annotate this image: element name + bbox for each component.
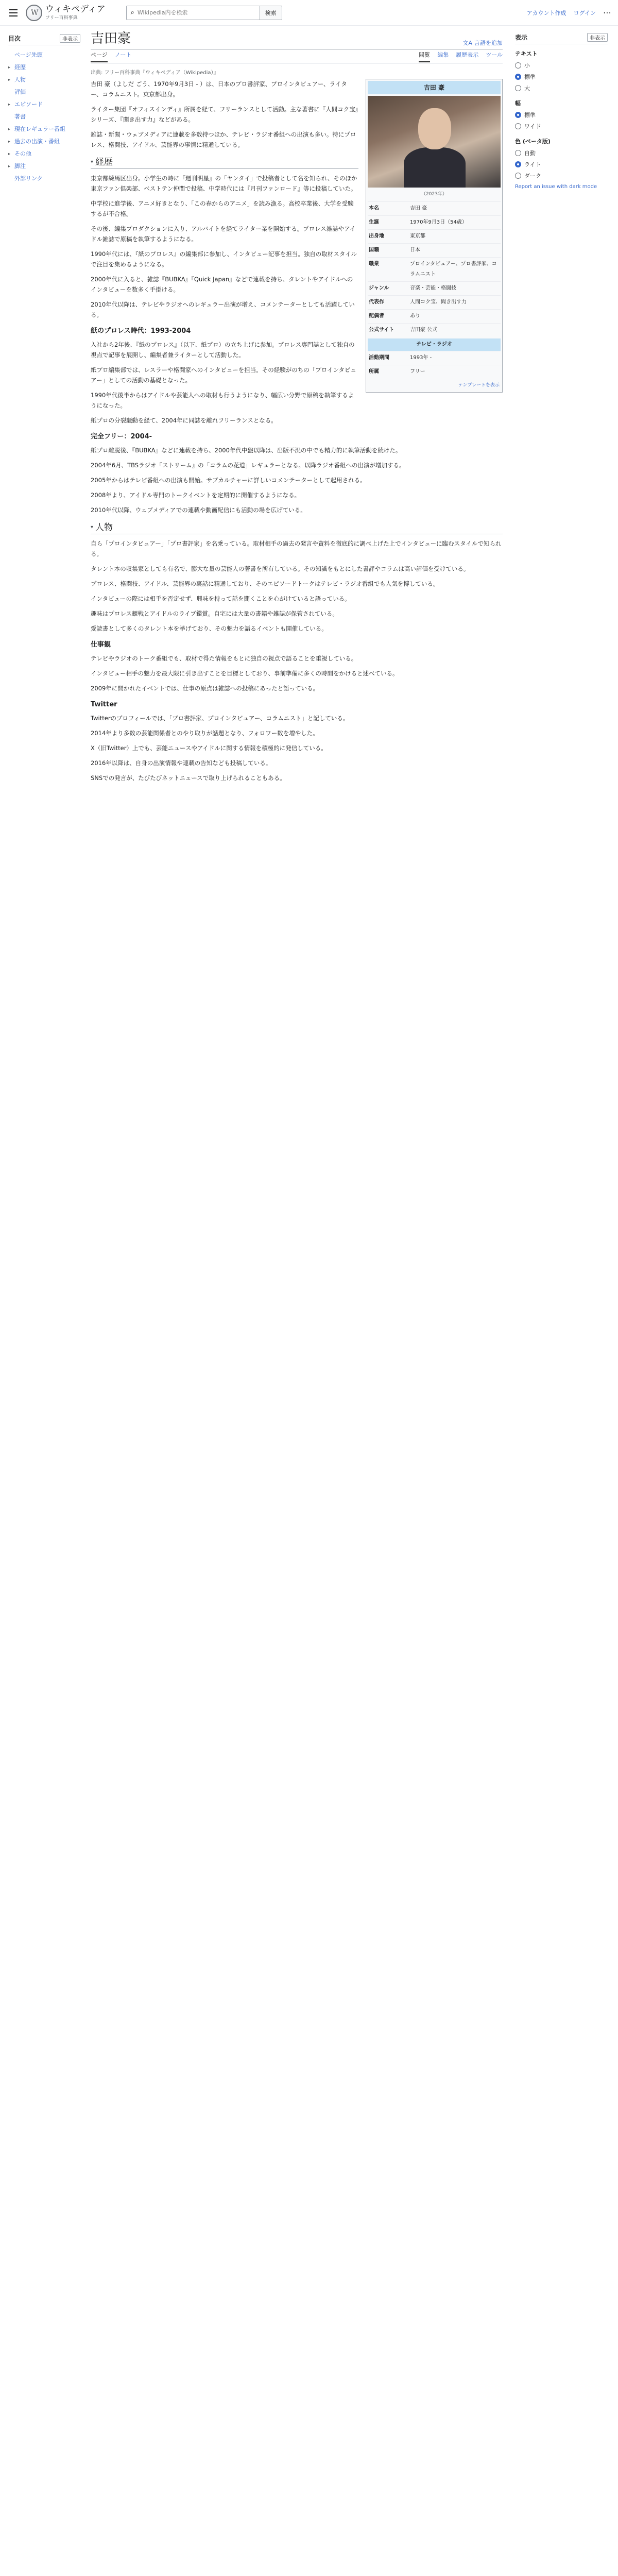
paragraph-career: その後、編集プロダクションに入り、アルバイトを経てライター業を開始する。プロレス雑誌やアイドル雑誌で原稿を執筆するようになる。 — [91, 225, 356, 243]
add-languages-label: 言語を追加 — [474, 40, 503, 46]
paragraph-lead: ライター集団『オフィスインディ』所属を経て、フリーランスとして活動。主な著書に『人間コク宝』シリーズ、『聞き出す力』などがある。 — [91, 106, 358, 123]
section-career-heading: 経歴 — [95, 157, 113, 167]
paragraph-career: 中学校に進学後、アニメ好きとなり、「この春からのアニメ」を読み漁る。高校卒業後、大学を受験するが不合格。 — [91, 200, 354, 217]
paragraph-lead: 雑誌・新聞・ウェブメディアに連載を多数持つほか、テレビ・ラジオ番組への出演も多い。特にプロレス、格闘技、アイドル、芸能界の事情に精通している。 — [91, 131, 356, 148]
paragraph-work: インタビュー相手の魅力を最大限に引き出すことを目標としており、事前準備に多くの時間をかけると述べている。 — [91, 670, 399, 677]
infobox-row — [368, 309, 501, 323]
paragraph-sub1: 紙プロ編集部では、レスラーや格闘家へのインタビューを担当。その経験がのちの「プロインタビュアー」としての活動の基礎となった。 — [91, 366, 356, 384]
paragraph-person: プロレス、格闘技、アイドル、芸能界の裏話に精通しており、そのエピソードトークはテレビ・ラジオ番組でも人気を博している。 — [91, 580, 439, 587]
toc-item-label[interactable]: 現在レギュラー番組 — [14, 126, 65, 132]
paragraph-sub1: 紙プロの分裂騒動を経て、2004年に同誌を離れフリーランスとなる。 — [91, 417, 277, 424]
radio-label: 標準 — [524, 74, 536, 80]
infobox-row — [368, 281, 501, 295]
infobox-value: フリー — [410, 369, 425, 375]
search-icon: ⌕ — [130, 9, 134, 16]
infobox-value: プロインタビュアー、プロ書評家、コラムニスト — [410, 261, 497, 277]
tab-tabs_left-1[interactable]: ノート — [114, 52, 132, 58]
search-field[interactable] — [126, 6, 260, 20]
infobox-key: 生誕 — [369, 219, 379, 225]
infobox-key: 国籍 — [369, 247, 379, 253]
paragraph-twitter: SNSでの発言が、たびたびネットニュースで取り上げられることもある。 — [91, 774, 286, 782]
toc-item[interactable] — [8, 48, 80, 61]
paragraph-career: 2000年代に入ると、雑誌『BUBKA』『Quick Japan』などで連載を持ち、タレントやアイドルへのインタビューを数多く手掛ける。 — [91, 276, 353, 293]
paragraph-work: テレビやラジオのトーク番組でも、取材で得た情報をもとに独自の視点で語ることを重視している。 — [91, 655, 357, 662]
paragraph-twitter: 2016年以降は、自身の出演情報や連載の告知なども投稿している。 — [91, 759, 272, 767]
main-menu-icon[interactable] — [6, 6, 21, 20]
infobox-value: 人間コク宝、聞き出す力 — [410, 299, 467, 305]
infobox-row — [368, 323, 501, 337]
toc-item[interactable] — [8, 160, 80, 172]
expand-chevron-icon[interactable]: ▸ — [8, 126, 11, 131]
expand-chevron-icon[interactable]: ▸ — [8, 64, 11, 70]
toc-item[interactable] — [8, 135, 80, 147]
radio-width_options-1[interactable] — [515, 121, 608, 132]
tab-tabs_right-3[interactable]: ツール — [486, 52, 503, 58]
infobox-section-header: テレビ・ラジオ — [368, 338, 501, 351]
infobox-value: 吉田豪 公式 — [410, 327, 438, 333]
paragraph-person: タレント本の収集家としても有名で、膨大な量の芸能人の著書を所有している。その知識をもとにした書評やコラムは高い評価を受けている。 — [91, 565, 470, 572]
radio-color_options-0[interactable] — [515, 147, 608, 159]
tab-tabs_right-2[interactable]: 履歴表示 — [456, 52, 479, 58]
site-header — [0, 0, 618, 26]
paragraph-twitter: X（旧Twitter）上でも、芸能ニュースやアイドルに関する情報を積極的に発信している。 — [91, 744, 327, 752]
infobox-row — [368, 201, 501, 215]
infobox-row — [368, 365, 501, 379]
subsection-kamipro: 紙のプロレス時代：1993-2004 — [91, 327, 191, 335]
toc-item-label[interactable]: ページ先頭 — [14, 52, 43, 58]
toc-item-label[interactable]: 脚注 — [14, 163, 26, 170]
infobox-key: 公式サイト — [369, 327, 394, 333]
paragraph-person: 趣味はプロレス観戦とアイドルのライブ鑑賞。自宅には大量の書籍や雑誌が保管されている。 — [91, 610, 338, 617]
radio-button-icon[interactable] — [515, 161, 521, 167]
add-languages-button[interactable] — [462, 39, 503, 47]
toc-item[interactable] — [8, 147, 80, 160]
toc-item-label[interactable]: 評価 — [14, 89, 26, 95]
paragraph-career: 2010年代以降は、テレビやラジオへのレギュラー出演が増え、コメンテーターとしても活躍している。 — [91, 301, 355, 318]
radio-label: ワイド — [524, 123, 541, 130]
expand-chevron-icon[interactable]: ▸ — [8, 77, 11, 82]
tab-tabs_right-0[interactable]: 閲覧 — [419, 50, 430, 62]
tab-tabs_left-0[interactable]: ページ — [91, 50, 108, 62]
create-account-link[interactable]: アカウント作成 — [526, 9, 566, 16]
radio-button-icon[interactable] — [515, 173, 521, 179]
infobox-key: 活動期間 — [369, 355, 389, 361]
toc-hide-button[interactable]: 非表示 — [60, 34, 80, 43]
infobox — [366, 79, 503, 393]
paragraph-sub2: 2004年6月、TBSラジオ『ストリーム』の「コラムの花道」レギュラーとなる。以降ラジオ番組への出演が増加する。 — [91, 462, 405, 469]
appearance-hide-button[interactable]: 非表示 — [587, 33, 608, 42]
infobox-row — [368, 229, 501, 243]
appearance-title: 表示 — [515, 34, 528, 41]
radio-button-icon[interactable] — [515, 74, 521, 80]
paragraph-work: 2009年に開かれたイベントでは、仕事の原点は雑誌への投稿にあったと語っている。 — [91, 685, 319, 692]
infobox-title: 吉田 豪 — [368, 81, 501, 94]
collapse-chevron-icon[interactable]: ▾ — [91, 524, 94, 530]
main-content — [91, 28, 503, 788]
table-of-contents — [8, 34, 80, 184]
paragraph-person: インタビューの際には相手を否定せず、興味を持って話を聞くことを心がけていると語っている。 — [91, 595, 351, 602]
toc-title: 目次 — [8, 35, 21, 42]
infobox-key: 本名 — [369, 206, 379, 211]
logo-title: ウィキペディア — [45, 4, 106, 14]
paragraph-person: 自ら「プロインタビュアー」「プロ書評家」を名乗っている。取材相手の過去の発言や資料を徹底的に調べ上げた上でインタビューに臨むスタイルで知られる。 — [91, 540, 502, 557]
radio-button-icon[interactable] — [515, 123, 521, 129]
toc-item[interactable] — [8, 98, 80, 110]
infobox-value: 吉田 豪 — [410, 206, 427, 211]
infobox-value: 音楽・芸能・格闘技 — [410, 285, 456, 291]
toc-item[interactable] — [8, 86, 80, 98]
logo-subtitle: フリー百科事典 — [45, 15, 78, 21]
paragraph-sub1: 入社から2年後、『紙のプロレス』（以下、紙プロ）の立ち上げに参加。プロレス専門誌として独自の視点で記事を展開し、編集者兼ライターとして活動した。 — [91, 341, 355, 359]
toc-item[interactable] — [8, 123, 80, 135]
infobox-row — [368, 243, 501, 257]
radio-label: 標準 — [524, 112, 536, 118]
infobox-row — [368, 295, 501, 309]
infobox-caption: （2023年） — [421, 192, 447, 197]
radio-label: ダーク — [524, 173, 541, 179]
radio-label: 自動 — [524, 150, 536, 157]
search-button[interactable]: 検索 — [260, 6, 282, 20]
search-form — [126, 6, 282, 20]
subsection-twitter: Twitter — [91, 701, 117, 708]
infobox-key: 出身地 — [369, 233, 384, 239]
paragraph-career: 東京都練馬区出身。小学生の時に『週刊明星』の「ヤンタイ」で投稿者として名を知られ、そのほか東京ファン倶楽部、ベストテン仲間で投稿、中学時代には『月刊ファンロード』等に投稿していた。 — [91, 175, 357, 192]
dark-mode-report-link[interactable]: Report an issue with dark mode — [515, 184, 597, 190]
login-link[interactable]: ログイン — [573, 9, 596, 16]
article-body — [91, 79, 503, 783]
infobox-row — [368, 215, 501, 229]
width-label: 幅 — [515, 100, 521, 107]
page-title: 吉田豪 — [91, 31, 131, 46]
search-input[interactable] — [138, 9, 255, 16]
infobox-template-link[interactable]: テンプレートを表示 — [458, 383, 500, 388]
infobox-value: 1970年9月3日（54歳） — [410, 219, 467, 225]
toc-item-label[interactable]: その他 — [14, 150, 31, 157]
infobox-value: あり — [410, 313, 420, 319]
section-career — [91, 157, 358, 169]
page-tabs — [91, 49, 503, 64]
expand-chevron-icon[interactable]: ▸ — [8, 151, 11, 156]
toc-item[interactable] — [8, 110, 80, 123]
appearance-panel — [515, 33, 608, 191]
radio-color_options-1[interactable] — [515, 159, 608, 170]
paragraph-lead: 吉田 豪（よしだ ごう、1970年9月3日 - ）は、日本のプロ書評家、プロインタビュアー、ライター、コラムニスト。東京都出身。 — [91, 80, 347, 98]
toc-item-label[interactable]: 著書 — [14, 113, 26, 120]
infobox-value: 東京都 — [410, 233, 425, 239]
section-person-heading: 人物 — [95, 522, 113, 533]
radio-label: 大 — [524, 85, 530, 92]
radio-text_options-0[interactable] — [515, 60, 608, 71]
infobox-photo[interactable] — [368, 96, 501, 188]
radio-color_options-2[interactable] — [515, 170, 608, 181]
infobox-key: ジャンル — [369, 285, 389, 291]
more-options-icon[interactable]: ⋯ — [603, 8, 612, 18]
toc-item-label[interactable]: 経歴 — [14, 64, 26, 71]
radio-button-icon[interactable] — [515, 150, 521, 156]
source-note: 出典: フリー百科事典『ウィキペディア（Wikipedia）』 — [91, 70, 219, 76]
color-label: 色 (ベータ版) — [515, 138, 551, 145]
toc-item[interactable] — [8, 61, 80, 73]
translate-icon: 文A — [462, 40, 472, 46]
text-size-label: テキスト — [515, 50, 538, 57]
expand-chevron-icon[interactable]: ▸ — [8, 139, 11, 144]
radio-label: 小 — [524, 62, 530, 69]
radio-label: ライト — [524, 161, 541, 168]
section-person — [91, 522, 503, 534]
radio-text_options-1[interactable] — [515, 71, 608, 82]
collapse-chevron-icon[interactable]: ▾ — [91, 159, 94, 165]
infobox-key: 配偶者 — [369, 313, 384, 319]
radio-button-icon[interactable] — [515, 62, 521, 69]
toc-item[interactable] — [8, 172, 80, 184]
paragraph-career: 1990年代には、『紙のプロレス』の編集部に参加し、インタビュー記事を担当。独自の取材スタイルで注目を集めるようになる。 — [91, 250, 357, 268]
expand-chevron-icon[interactable]: ▸ — [8, 163, 11, 168]
paragraph-sub2: 紙プロ離脱後、『BUBKA』などに連載を持ち、2000年代中盤以降は、出版不況の中でも精力的に執筆活動を続けた。 — [91, 447, 402, 454]
toc-item-label[interactable]: 外部リンク — [14, 175, 43, 182]
subsection-work: 仕事観 — [91, 641, 111, 649]
toc-item-label[interactable]: 人物 — [14, 76, 26, 83]
infobox-key: 所属 — [369, 369, 379, 375]
paragraph-person: 愛読書として多くのタレント本を挙げており、その魅力を語るイベントも開催している。 — [91, 625, 328, 632]
infobox-row — [368, 257, 501, 281]
toc-item-label[interactable]: 過去の出演・番組 — [14, 138, 60, 145]
infobox-key: 職業 — [369, 261, 379, 267]
infobox-value: 1993年 - — [410, 355, 432, 361]
radio-width_options-0[interactable] — [515, 109, 608, 121]
paragraph-sub2: 2005年からはテレビ番組への出演も開始。サブカルチャーに詳しいコメンテーターとして起用される。 — [91, 477, 366, 484]
toc-item-label[interactable]: エピソード — [14, 101, 43, 108]
infobox-row — [368, 351, 501, 365]
paragraph-twitter: Twitterのプロフィールでは、「プロ書評家、プロインタビュアー、コラムニスト」と記している。 — [91, 715, 349, 722]
subsection-freelance: 完全フリー：2004- — [91, 433, 152, 440]
expand-chevron-icon[interactable]: ▸ — [8, 101, 11, 107]
infobox-value: 日本 — [410, 247, 420, 253]
radio-button-icon[interactable] — [515, 85, 521, 91]
infobox-key: 代表作 — [369, 299, 384, 305]
toc-item[interactable] — [8, 73, 80, 86]
radio-button-icon[interactable] — [515, 112, 521, 118]
wikipedia-globe-icon — [26, 5, 42, 21]
site-logo[interactable] — [26, 5, 106, 21]
paragraph-sub1: 1990年代後半からはアイドルや芸能人への取材も行うようになり、幅広い分野で原稿を執筆するようになった。 — [91, 392, 354, 409]
paragraph-twitter: 2014年より多数の芸能関係者とのやり取りが話題となり、フォロワー数を増やした。 — [91, 730, 319, 737]
radio-text_options-2[interactable] — [515, 82, 608, 94]
tab-tabs_right-1[interactable]: 編集 — [437, 52, 449, 58]
paragraph-sub2: 2008年より、アイドル専門のトークイベントを定期的に開催するようになる。 — [91, 492, 301, 499]
paragraph-sub2: 2010年代以降、ウェブメディアでの連載や動画配信にも活動の場を広げている。 — [91, 506, 306, 514]
